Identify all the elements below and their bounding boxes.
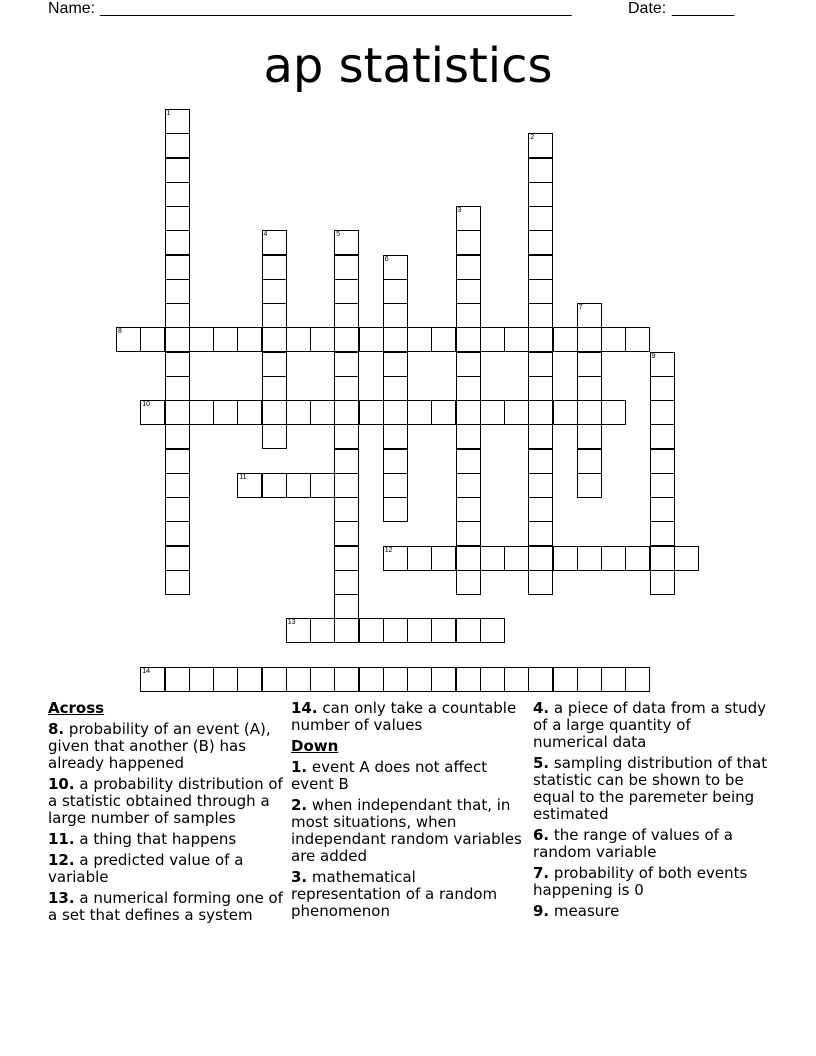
grid-cell[interactable] <box>165 521 190 546</box>
down-heading: Down <box>291 737 339 755</box>
grid-cell[interactable] <box>189 667 214 692</box>
grid-cell[interactable] <box>334 255 359 280</box>
grid-cell[interactable] <box>528 400 553 425</box>
across-heading: Across <box>48 699 105 717</box>
grid-cell[interactable] <box>431 667 456 692</box>
name-field[interactable]: _____________________________________________________ <box>100 0 572 17</box>
grid-cell[interactable] <box>577 327 602 352</box>
grid-cell[interactable] <box>650 352 675 377</box>
grid-cell[interactable] <box>431 546 456 571</box>
grid-cell[interactable] <box>334 424 359 449</box>
grid-cell[interactable] <box>383 303 408 328</box>
clue-across-8: 8. probability of an event (A), given that another (B) has already happened <box>48 720 271 772</box>
grid-cell[interactable] <box>165 473 190 498</box>
grid-cell[interactable] <box>601 667 626 692</box>
grid-cell[interactable] <box>456 667 481 692</box>
grid-cell[interactable] <box>165 497 190 522</box>
grid-cell[interactable] <box>674 546 699 571</box>
grid-cell[interactable] <box>528 449 553 474</box>
grid-cell[interactable] <box>456 424 481 449</box>
grid-cell[interactable] <box>553 400 578 425</box>
grid-cell[interactable] <box>456 255 481 280</box>
clue-number: 11 <box>239 473 247 481</box>
grid-cell[interactable] <box>456 400 481 425</box>
grid-cell[interactable] <box>528 546 553 571</box>
grid-cell[interactable] <box>262 230 287 255</box>
grid-cell[interactable] <box>286 667 311 692</box>
grid-cell[interactable] <box>165 206 190 231</box>
grid-cell[interactable] <box>407 618 432 643</box>
grid-cell[interactable] <box>286 473 311 498</box>
grid-cell[interactable] <box>140 667 165 692</box>
page-title: ap statistics <box>263 38 553 94</box>
clue-number: 4 <box>263 231 268 239</box>
grid-cell[interactable] <box>165 352 190 377</box>
grid-cell[interactable] <box>650 546 675 571</box>
grid-cell[interactable] <box>577 473 602 498</box>
grid-cell[interactable] <box>577 376 602 401</box>
grid-cell[interactable] <box>480 667 505 692</box>
grid-cell[interactable] <box>334 279 359 304</box>
grid-cell[interactable] <box>577 667 602 692</box>
grid-cell[interactable] <box>165 255 190 280</box>
grid-cell[interactable] <box>456 473 481 498</box>
clue-across-13: 13. a numerical forming one of a set that defines a system <box>48 889 283 924</box>
clue-number: 12 <box>384 546 393 554</box>
grid-cell[interactable] <box>528 158 553 183</box>
grid-cell[interactable] <box>456 327 481 352</box>
grid-cell[interactable] <box>456 618 481 643</box>
grid-cell[interactable] <box>528 424 553 449</box>
grid-cell[interactable] <box>165 109 190 134</box>
clues-column-2 <box>291 700 526 924</box>
grid-cell[interactable] <box>286 400 311 425</box>
grid-cell[interactable] <box>528 667 553 692</box>
grid-cell[interactable] <box>601 546 626 571</box>
grid-cell[interactable] <box>310 327 335 352</box>
clue-down-4: 4. a piece of data from a study of a large quantity of numerical data <box>533 699 767 751</box>
clue-down-2: 2. when independant that, in most situations, when independant random variables are added <box>291 796 522 865</box>
grid-cell[interactable] <box>650 376 675 401</box>
grid-cell[interactable] <box>334 521 359 546</box>
grid-cell[interactable] <box>577 546 602 571</box>
grid-cell[interactable] <box>334 352 359 377</box>
clue-down-6: 6. the range of values of a random variable <box>533 826 733 861</box>
grid-cell[interactable] <box>189 327 214 352</box>
grid-cell[interactable] <box>383 279 408 304</box>
grid-cell[interactable] <box>237 667 262 692</box>
clue-across-12: 12. a predicted value of a variable <box>48 851 244 886</box>
grid-cell[interactable] <box>359 667 384 692</box>
grid-cell[interactable] <box>310 400 335 425</box>
grid-cell[interactable] <box>528 279 553 304</box>
grid-cell[interactable] <box>528 133 553 158</box>
grid-cell[interactable] <box>334 327 359 352</box>
grid-cell[interactable] <box>262 424 287 449</box>
grid-cell[interactable] <box>480 546 505 571</box>
grid-cell[interactable] <box>480 400 505 425</box>
grid-cell[interactable] <box>140 327 165 352</box>
grid-cell[interactable] <box>480 618 505 643</box>
clue-number: 9 <box>651 352 656 360</box>
clue-number: 6 <box>384 255 389 263</box>
grid-cell[interactable] <box>359 618 384 643</box>
grid-cell[interactable] <box>456 521 481 546</box>
grid-cell[interactable] <box>504 667 529 692</box>
grid-cell[interactable] <box>189 400 214 425</box>
grid-cell[interactable] <box>407 400 432 425</box>
grid-cell[interactable] <box>456 449 481 474</box>
grid-cell[interactable] <box>601 327 626 352</box>
grid-cell[interactable] <box>553 667 578 692</box>
grid-cell[interactable] <box>383 497 408 522</box>
grid-cell[interactable] <box>334 667 359 692</box>
grid-cell[interactable] <box>165 158 190 183</box>
grid-cell[interactable] <box>213 667 238 692</box>
grid-cell[interactable] <box>650 400 675 425</box>
grid-cell[interactable] <box>504 546 529 571</box>
grid-cell[interactable] <box>165 570 190 595</box>
clue-number: 14 <box>142 667 151 675</box>
clues-column-1 <box>48 700 283 928</box>
clues-column-3 <box>533 700 768 924</box>
grid-cell[interactable] <box>116 327 141 352</box>
grid-cell[interactable] <box>577 352 602 377</box>
grid-cell[interactable] <box>286 618 311 643</box>
grid-cell[interactable] <box>140 400 165 425</box>
grid-cell[interactable] <box>383 327 408 352</box>
grid-cell[interactable] <box>165 376 190 401</box>
grid-cell[interactable] <box>383 618 408 643</box>
grid-cell[interactable] <box>286 327 311 352</box>
grid-cell[interactable] <box>528 230 553 255</box>
grid-cell[interactable] <box>262 473 287 498</box>
clue-number: 7 <box>578 304 583 311</box>
grid-cell[interactable] <box>407 546 432 571</box>
grid-cell[interactable] <box>383 352 408 377</box>
grid-cell[interactable] <box>237 327 262 352</box>
grid-cell[interactable] <box>262 279 287 304</box>
grid-cell[interactable] <box>625 327 650 352</box>
grid-cell[interactable] <box>553 327 578 352</box>
grid-cell[interactable] <box>165 449 190 474</box>
grid-cell[interactable] <box>650 570 675 595</box>
grid-cell[interactable] <box>383 255 408 280</box>
grid-cell[interactable] <box>625 546 650 571</box>
clue-across-14: 14. can only take a countable number of values <box>291 699 517 734</box>
grid-cell[interactable] <box>456 352 481 377</box>
grid-cell[interactable] <box>650 497 675 522</box>
grid-cell[interactable] <box>431 400 456 425</box>
grid-cell[interactable] <box>528 497 553 522</box>
grid-cell[interactable] <box>165 182 190 207</box>
grid-cell[interactable] <box>456 497 481 522</box>
grid-cell[interactable] <box>213 327 238 352</box>
grid-cell[interactable] <box>383 424 408 449</box>
grid-cell[interactable] <box>383 449 408 474</box>
grid-cell[interactable] <box>456 230 481 255</box>
grid-cell[interactable] <box>165 667 190 692</box>
grid-cell[interactable] <box>165 303 190 328</box>
grid-cell[interactable] <box>262 327 287 352</box>
grid-cell[interactable] <box>528 206 553 231</box>
grid-cell[interactable] <box>334 473 359 498</box>
grid-cell[interactable] <box>528 570 553 595</box>
clue-down-7: 7. probability of both events happening is 0 <box>533 864 748 899</box>
grid-cell[interactable] <box>334 497 359 522</box>
clue-down-3: 3. mathematical representation of a random phenomenon <box>291 868 498 920</box>
grid-cell[interactable] <box>334 618 359 643</box>
grid-cell[interactable] <box>650 449 675 474</box>
grid-cell[interactable] <box>262 667 287 692</box>
grid-cell[interactable] <box>310 667 335 692</box>
clue-across-11: 11. a thing that happens <box>48 830 237 848</box>
grid-cell[interactable] <box>528 255 553 280</box>
name-label: Name: <box>48 0 96 17</box>
clue-down-9: 9. measure <box>533 902 620 920</box>
grid-cell[interactable] <box>456 570 481 595</box>
grid-cell[interactable] <box>334 594 359 619</box>
grid-cell[interactable] <box>650 521 675 546</box>
grid-cell[interactable] <box>528 303 553 328</box>
clue-across-10: 10. a probability distribution of a statistic obtained through a large number of samples <box>48 775 283 827</box>
grid-cell[interactable] <box>407 327 432 352</box>
grid-cell[interactable] <box>165 400 190 425</box>
grid-cell[interactable] <box>334 303 359 328</box>
grid-cell[interactable] <box>456 303 481 328</box>
grid-cell[interactable] <box>237 400 262 425</box>
grid-cell[interactable] <box>650 424 675 449</box>
grid-cell[interactable] <box>237 473 262 498</box>
grid-cell[interactable] <box>383 376 408 401</box>
grid-cell[interactable] <box>262 376 287 401</box>
grid-cell[interactable] <box>310 473 335 498</box>
grid-cell[interactable] <box>165 279 190 304</box>
clue-number: 1 <box>166 110 171 117</box>
grid-cell[interactable] <box>165 424 190 449</box>
grid-cell[interactable] <box>383 473 408 498</box>
grid-cell[interactable] <box>456 376 481 401</box>
grid-cell[interactable] <box>334 376 359 401</box>
grid-cell[interactable] <box>213 400 238 425</box>
grid-cell[interactable] <box>262 255 287 280</box>
date-field[interactable]: _______ <box>672 0 735 17</box>
clue-down-5: 5. sampling distribution of that statistic can be shown to be equal to the paremeter being estimated <box>533 754 768 823</box>
grid-cell[interactable] <box>650 473 675 498</box>
grid-cell[interactable] <box>334 400 359 425</box>
clue-number: 2 <box>530 134 535 142</box>
grid-cell[interactable] <box>262 400 287 425</box>
clue-number: 10 <box>142 401 151 408</box>
grid-cell[interactable] <box>456 546 481 571</box>
grid-cell[interactable] <box>431 618 456 643</box>
grid-cell[interactable] <box>528 327 553 352</box>
grid-cell[interactable] <box>334 570 359 595</box>
clue-number: 3 <box>457 207 462 214</box>
grid-cell[interactable] <box>504 327 529 352</box>
grid-cell[interactable] <box>528 182 553 207</box>
grid-cell[interactable] <box>528 376 553 401</box>
grid-cell[interactable] <box>359 327 384 352</box>
clue-number: 13 <box>287 619 296 627</box>
grid-cell[interactable] <box>383 546 408 571</box>
grid-cell[interactable] <box>528 521 553 546</box>
grid-cell[interactable] <box>577 303 602 328</box>
grid-cell[interactable] <box>577 449 602 474</box>
grid-cell[interactable] <box>553 546 578 571</box>
clue-number: 5 <box>336 231 341 239</box>
grid-cell[interactable] <box>577 424 602 449</box>
grid-cell[interactable] <box>456 279 481 304</box>
grid-cell[interactable] <box>310 618 335 643</box>
grid-cell[interactable] <box>504 400 529 425</box>
grid-cell[interactable] <box>480 327 505 352</box>
grid-cell[interactable] <box>383 667 408 692</box>
grid-cell[interactable] <box>334 546 359 571</box>
grid-cell[interactable] <box>165 546 190 571</box>
grid-cell[interactable] <box>165 133 190 158</box>
grid-cell[interactable] <box>528 473 553 498</box>
grid-cell[interactable] <box>262 303 287 328</box>
date-label: Date: <box>628 0 667 17</box>
grid-cell[interactable] <box>334 449 359 474</box>
grid-cell[interactable] <box>625 667 650 692</box>
grid-cell[interactable] <box>165 230 190 255</box>
grid-cell[interactable] <box>431 327 456 352</box>
grid-cell[interactable] <box>407 667 432 692</box>
grid-cell[interactable] <box>262 352 287 377</box>
grid-cell[interactable] <box>528 352 553 377</box>
grid-cell[interactable] <box>456 206 481 231</box>
grid-cell[interactable] <box>334 230 359 255</box>
clue-down-1: 1. event A does not affect event B <box>291 758 488 793</box>
grid-cell[interactable] <box>165 327 190 352</box>
clue-number: 8 <box>118 328 122 336</box>
grid-cell[interactable] <box>601 400 626 425</box>
grid-cell[interactable] <box>359 400 384 425</box>
grid-cell[interactable] <box>577 400 602 425</box>
grid-cell[interactable] <box>383 400 408 425</box>
